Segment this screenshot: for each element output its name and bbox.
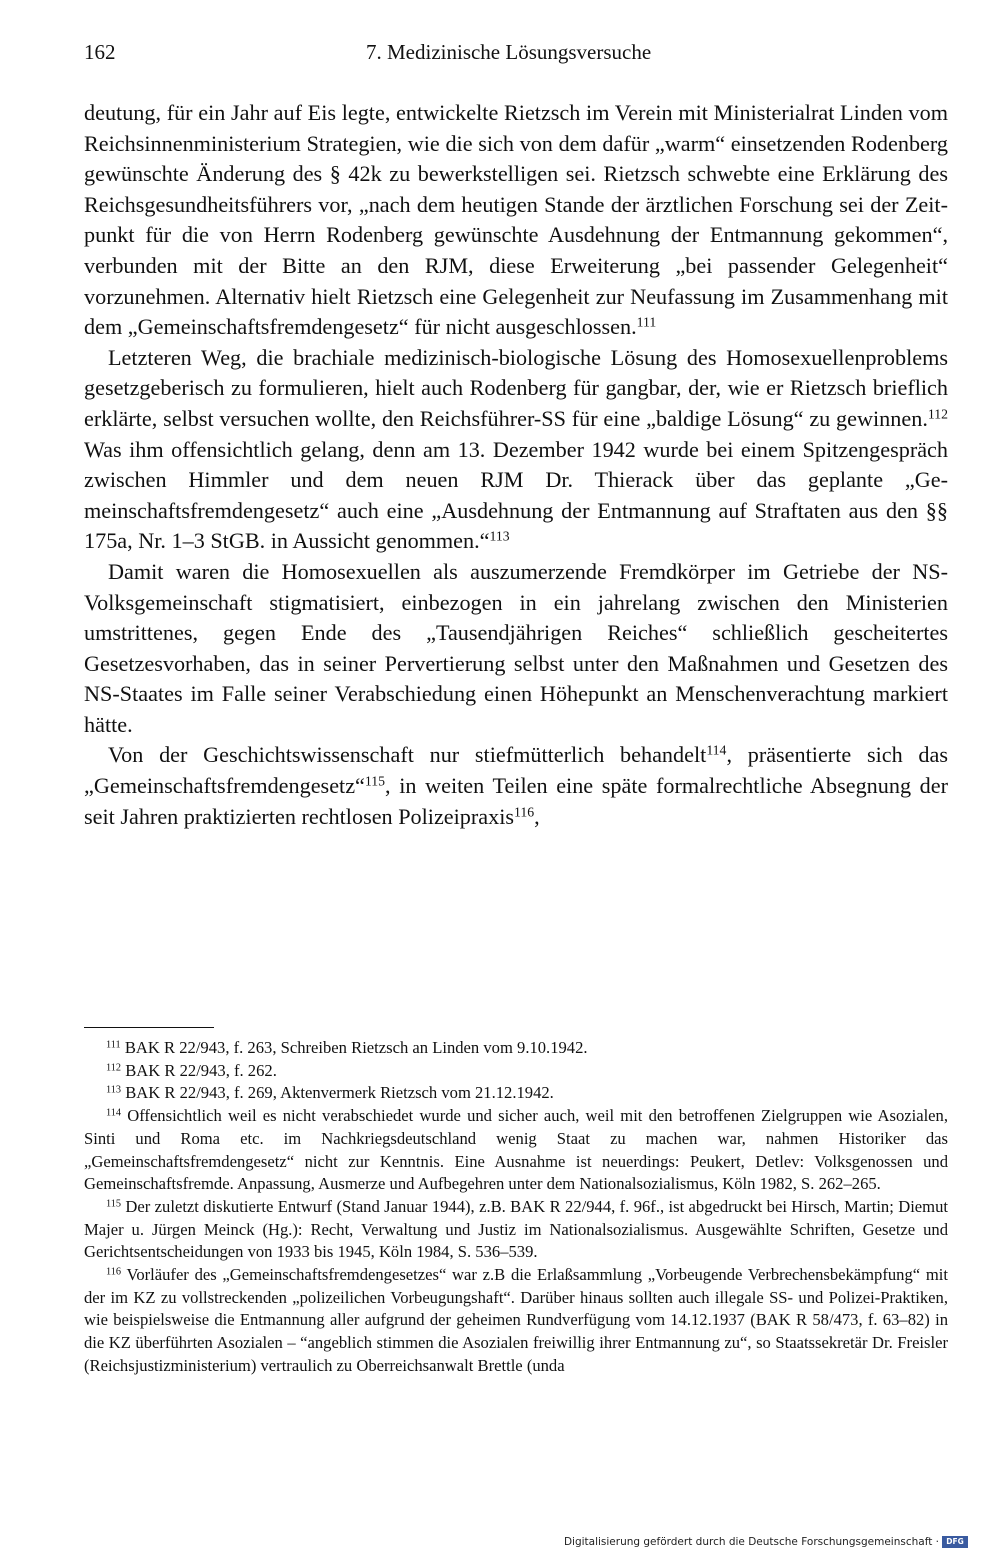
dfg-logo: DFG (942, 1536, 968, 1548)
paragraph-text: , in weiten Teilen eine späte formalrechtliche Absegnung der seit Jahren praktizierten rechtlosen Polizeipraxis (84, 773, 948, 829)
paragraph (84, 98, 948, 343)
footnote (84, 1082, 948, 1105)
footnote (84, 1264, 948, 1378)
footnote-ref: 114 (706, 742, 727, 758)
footnote-number: 111 (106, 1039, 121, 1051)
footnote-divider (84, 1027, 214, 1028)
footnote-text: BAK R 22/943, f. 263, Schreiben Rietzsch an Linden vom 9.10.1942. (120, 1038, 588, 1057)
footnote (84, 1105, 948, 1196)
paragraph-text: Von der Geschichtswissenschaft nur stiefmütterlich behandelt (108, 742, 707, 768)
paragraph (84, 343, 948, 557)
footnote-number: 114 (106, 1107, 122, 1119)
paragraph-text: Letzteren Weg, die brachiale medizinisch-biologische Lösung des Homosexuellenproblems gesetzgeberisch zu formulieren, hielt auch Rodenberg für gangbar, der, wie er Rietzsch brieflich erklärte, selbst versuchen wollte, den Reichsführer-SS für eine „baldige Lösung“ zu gewinnen. (84, 344, 948, 431)
footnote-text: BAK R 22/943, f. 262. (121, 1060, 277, 1080)
paragraph-text: Damit waren die Homosexuellen als auszumerzende Fremdkörper im Getriebe der NS-Volksgemeinschaft stigmatisiert, einbezogen in ein jahrelang zwischen den Ministerien umstrittenes, gegen Ende des „Tausendjährigen Reiches“ schließlich gescheitertes Gesetzesvorhaben, das in seiner Pervertierung selbst unter den Maßnahmen und Gesetzen des NS-Staates im Falle seiner Verabschiedung einen Höhepunkt an Menschenverachtung markiert hätte. (84, 558, 948, 737)
footnote-text: Vorläufer des „Gemeinschaftsfremdengesetzes“ war z.B die Erlaßsammlung „Vorbeugende Verbrechensbekämpfung“ mit der im KZ zu vollstreckenden „polizeilichen Vorbeugungshaft“. Darüber hinaus sollten auch illegale SS- und Polizei-Praktiken, wie beispielsweise die Entmannung aller aufgrund der geheimen Rundverfügung vom 14.12.1937 (BAK R 58/473, f. 63–82) in die KZ überführten Asozialen – “angeblich stimmen die Asozialen freiwillig ihrer Entmannung zu“, so Staatssekretär Dr. Freisler (Reichsjustizministerium) vertraulich zu Oberreichsanwalt Brettle (unda (84, 1265, 948, 1375)
page-number: 162 (84, 40, 116, 64)
page-header (84, 40, 916, 70)
footnotes (84, 1037, 948, 1378)
footnote-text: Der zuletzt diskutierte Entwurf (Stand Januar 1944), z.B. BAK R 22/944, f. 96f., ist abgedruckt bei Hirsch, Martin; Diemut Majer u. Jürgen Meinck (Hg.): Recht, Verwaltung und Justiz im Nationalsozialismus. Ausgewählte Schriften, Gesetze und Gerichtsentscheidungen von 1933 bis 1945, Köln 1984, S. 536–539. (84, 1196, 948, 1262)
credit-text: Digitalisierung gefördert durch die Deutsche Forschungsgemeinschaft · (563, 1536, 939, 1548)
footnote-ref: 116 (514, 804, 535, 820)
footnote (84, 1060, 948, 1083)
paragraph-text: Was ihm offensichtlich gelang, denn am 13. Dezember 1942 wurde bei einem Spitzengespräch zwischen Himmler und dem neuen RJM Dr. Thierack über das geplante „Gemeinschaftsfremdengesetz“ auch eine „Ausdehnung der Entmannung auf Straftaten aus den §§ 175a, Nr. 1–3 StGB. in Aussicht genommen.“ (84, 436, 948, 554)
body-text (84, 98, 948, 832)
footnote-ref: 113 (489, 528, 510, 544)
paragraph (84, 740, 948, 832)
paragraph (84, 557, 948, 741)
footnote-ref: 115 (364, 773, 386, 789)
footnote-number: 116 (106, 1266, 122, 1278)
footnote-ref: 111 (636, 314, 657, 330)
paragraph-text: , präsentierte sich das „Gemeinschaftsfremdengesetz“ (84, 742, 948, 799)
running-title: 7. Medizinische Lösungsversuche (366, 40, 652, 64)
footnote-number: 113 (106, 1084, 122, 1096)
footnote (84, 1196, 948, 1264)
paragraph-text: deutung, für ein Jahr auf Eis legte, entwickelte Rietzsch im Verein mit Ministerialrat Linden vom Reichsinnenministerium Strategien, wie die sich von dem dafür „warm“ einsetzenden Rodenberg gewünschte Änderung des § 42k zu bewerkstelligen sei. Rietzsch schwebte eine Erklärung des Reichsgesundheitsführers vor, „nach dem heutigen Stande der ärztlichen Forschung sei der Zeitpunkt für die von Herrn Rodenberg gewünschte Ausdehnung der Entmannung gekommen“, verbunden mit der Bitte an den RJM, diese Erweiterung „bei passender Gelegenheit“ vorzunehmen. Alternativ hielt Rietzsch eine Gelegenheit zur Neufassung im Zusammenhang mit dem „Gemeinschaftsfremdengesetz“ für nicht ausgeschlossen. (84, 100, 948, 340)
footnote-ref: 112 (927, 406, 948, 422)
digitization-credit (564, 1536, 968, 1548)
footnote-text: Offensichtlich weil es nicht verabschiedet wurde und sicher auch, weil mit den betroffenen Zielgruppen wie Asozialen, Sinti und Roma etc. im Nachkriegsdeutschland wenig Staat zu machen war, nahmen Historiker das „Gemeinschaftsfremdengesetz“ nicht zur Kenntnis. Eine Ausnahme ist neuerdings: Peukert, Detlev: Volksgenossen und Gemeinschaftsfremde. Anpassung, Ausmerze und Aufbegehren unter dem Nationalsozialismus, Köln 1982, S. 262–265. (84, 1106, 948, 1194)
footnote (84, 1037, 948, 1060)
paragraph-text: , (534, 803, 540, 829)
footnote-number: 115 (106, 1198, 122, 1210)
footnote-number: 112 (106, 1062, 122, 1074)
footnote-text: BAK R 22/943, f. 269, Aktenvermerk Rietzsch vom 21.12.1942. (121, 1083, 554, 1103)
